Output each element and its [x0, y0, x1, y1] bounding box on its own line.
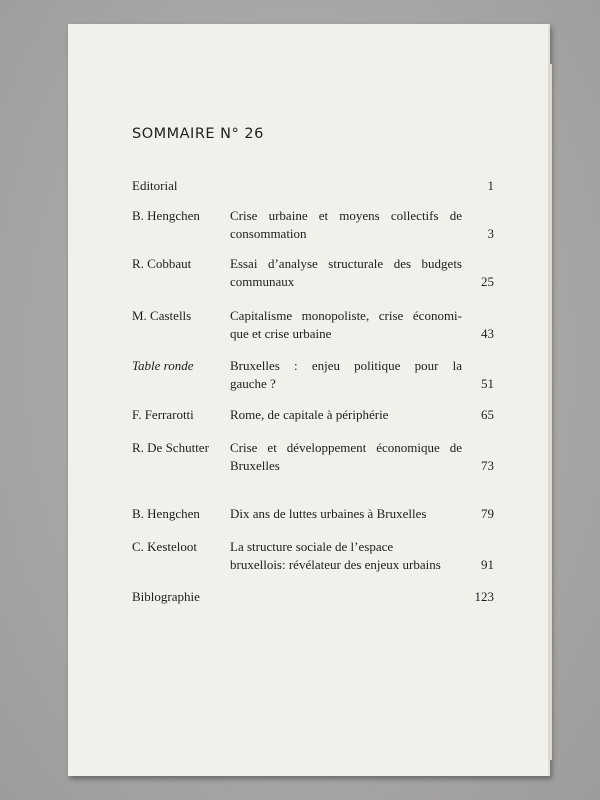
toc-page-number: 79 — [481, 506, 494, 521]
toc-title-line: Crise urbaine et moyens collectifs de — [230, 208, 462, 223]
toc-author: B. Hengchen — [132, 506, 200, 521]
toc-title-line: consommation — [230, 226, 307, 241]
toc-title-line: Capitalisme monopoliste, crise économi- — [230, 308, 462, 323]
toc-title — [230, 207, 462, 243]
toc-author: Biblographie — [132, 589, 200, 604]
toc-title — [230, 357, 462, 393]
toc-title-line: que et crise urbaine — [230, 326, 332, 341]
toc-author: B. Hengchen — [132, 208, 200, 223]
toc-title — [230, 505, 462, 523]
toc-title-line: Essai d’analyse structurale des budgets — [230, 256, 462, 271]
toc-title-line: gauche ? — [230, 376, 276, 391]
toc-title — [230, 538, 462, 574]
toc-author: Editorial — [132, 178, 178, 193]
toc-title-line: communaux — [230, 274, 295, 289]
toc-title-line: Rome, de capitale à périphérie — [230, 407, 389, 422]
toc-title-line: Dix ans de luttes urbaines à Bruxelles — [230, 506, 427, 521]
toc-author: R. Cobbaut — [132, 256, 192, 271]
toc-title — [230, 439, 462, 475]
toc-page-number: 65 — [481, 407, 494, 422]
book-back-cover — [68, 24, 550, 776]
toc-page-number: 123 — [474, 589, 494, 604]
toc-author: R. De Schutter — [132, 440, 209, 455]
contents-heading: SOMMAIRE N° 26 — [132, 126, 264, 142]
toc-title — [230, 406, 462, 424]
toc-author: F. Ferrarotti — [132, 407, 194, 422]
toc-title-line: Bruxelles — [230, 458, 280, 473]
toc-page-number: 1 — [487, 178, 494, 193]
toc-page-number: 91 — [481, 557, 494, 572]
toc-title-line: Crise et développement économique de — [230, 440, 462, 455]
toc-title — [230, 255, 462, 291]
page-edge — [548, 64, 552, 760]
toc-page-number: 43 — [481, 326, 494, 341]
toc-title — [230, 307, 462, 343]
toc-page-number: 25 — [481, 274, 494, 289]
toc-author: Table ronde — [132, 358, 194, 373]
toc-page-number: 51 — [481, 376, 494, 391]
toc-title-line: bruxellois: révélateur des enjeux urbains — [230, 557, 441, 572]
toc-page-number: 3 — [487, 226, 494, 241]
toc-author: M. Castells — [132, 308, 192, 323]
toc-title-line: La structure sociale de l’espace — [230, 539, 394, 554]
toc-title-line: Bruxelles : enjeu politique pour la — [230, 358, 462, 373]
toc-page-number: 73 — [481, 458, 494, 473]
toc-author: C. Kesteloot — [132, 539, 197, 554]
